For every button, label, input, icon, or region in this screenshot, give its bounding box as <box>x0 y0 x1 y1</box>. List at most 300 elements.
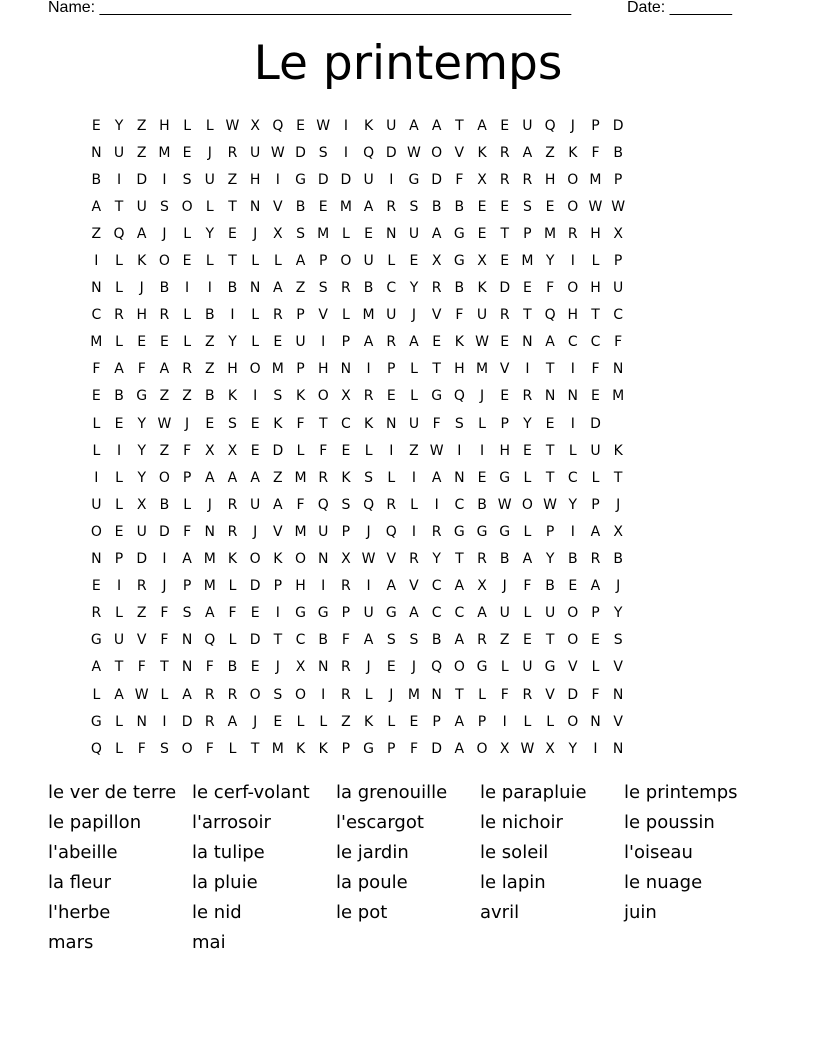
grid-letter: C <box>295 632 306 649</box>
grid-letter: A <box>363 632 374 649</box>
grid-letter: T <box>545 442 555 459</box>
grid-letter: T <box>545 361 555 378</box>
word-list-item: le parapluie <box>480 782 587 803</box>
grid-row <box>85 735 745 762</box>
grid-letter: S <box>159 198 169 215</box>
grid-letter: F <box>500 686 509 703</box>
grid-letter: O <box>340 253 352 270</box>
grid-letter: W <box>134 686 149 703</box>
grid-letter: I <box>321 578 326 595</box>
grid-letter: I <box>570 415 575 432</box>
grid-letter: C <box>386 280 397 297</box>
grid-letter: U <box>499 605 510 622</box>
word-list-item: l'oiseau <box>624 842 693 863</box>
grid-letter: Z <box>204 361 215 378</box>
grid-letter: R <box>499 144 510 161</box>
grid-letter: W <box>361 551 376 568</box>
grid-letter: W <box>429 442 444 459</box>
grid-letter: M <box>317 225 330 242</box>
grid-letter: O <box>90 523 102 540</box>
grid-letter: M <box>475 361 489 378</box>
grid-letter: S <box>159 740 169 757</box>
grid-letter: L <box>500 659 509 676</box>
grid-letter: N <box>204 523 216 540</box>
grid-letter: U <box>363 253 374 270</box>
grid-letter: A <box>204 605 215 622</box>
grid-letter: P <box>477 713 487 730</box>
word-list-item: le papillon <box>48 812 142 833</box>
grid-letter: A <box>91 659 102 676</box>
grid-letter: Q <box>113 225 125 242</box>
grid-letter: U <box>522 659 533 676</box>
grid-letter: O <box>249 686 261 703</box>
grid-letter: T <box>455 686 464 703</box>
grid-letter: N <box>317 551 329 568</box>
grid-letter: U <box>613 280 624 297</box>
grid-letter: A <box>431 469 442 486</box>
grid-letter: M <box>271 740 284 757</box>
grid-letter: D <box>136 551 148 568</box>
grid-letter: X <box>295 659 306 676</box>
grid-letter: T <box>228 198 237 215</box>
grid-letter: G <box>295 171 306 188</box>
grid-letter: V <box>613 659 623 676</box>
grid-letter: F <box>205 659 214 676</box>
grid-letter: U <box>295 334 306 351</box>
grid-letter: U <box>363 171 374 188</box>
grid-letter: F <box>228 605 237 622</box>
grid-letter: L <box>115 605 123 622</box>
grid-letter: S <box>409 198 419 215</box>
grid-letter: N <box>522 334 533 351</box>
grid-letter: E <box>273 334 283 351</box>
grid-letter: U <box>386 117 397 134</box>
grid-letter: I <box>230 307 235 324</box>
grid-letter: W <box>475 334 489 351</box>
grid-letter: U <box>204 171 215 188</box>
word-list-item: le ver de terre <box>48 782 177 803</box>
grid-letter: A <box>409 605 419 622</box>
word-list-item: juin <box>624 902 657 923</box>
grid-letter: B <box>91 171 102 188</box>
grid-letter: A <box>522 551 533 568</box>
grid-letter: T <box>500 225 509 242</box>
grid-letter: R <box>431 523 442 540</box>
grid-letter: L <box>591 253 600 270</box>
grid-letter: U <box>386 307 397 324</box>
grid-letter: W <box>543 496 558 513</box>
grid-letter: B <box>613 551 623 568</box>
grid-letter: A <box>545 334 555 351</box>
grid-letter: W <box>497 496 512 513</box>
grid-letter: V <box>545 686 555 703</box>
grid-letter: L <box>92 686 101 703</box>
grid-letter: F <box>409 740 418 757</box>
grid-letter: O <box>249 361 261 378</box>
grid-letter: L <box>183 117 191 134</box>
grid-letter: W <box>270 144 285 161</box>
grid-letter: P <box>591 496 600 513</box>
grid-letter: A <box>273 280 283 297</box>
grid-letter: Z <box>227 171 238 188</box>
grid-letter: B <box>295 198 306 215</box>
word-list-item: la grenouille <box>336 782 448 803</box>
grid-letter: B <box>477 496 487 513</box>
grid-letter: D <box>340 171 352 188</box>
grid-letter: B <box>227 280 238 297</box>
grid-letter: T <box>613 469 623 486</box>
grid-letter: J <box>207 496 212 513</box>
grid-letter: G <box>431 388 443 405</box>
grid-letter: K <box>273 415 283 432</box>
grid-letter: F <box>296 415 305 432</box>
grid-letter: I <box>162 713 167 730</box>
grid-letter: N <box>431 686 442 703</box>
grid-letter: N <box>317 659 329 676</box>
grid-letter: P <box>613 253 623 270</box>
grid-letter: R <box>204 686 215 703</box>
grid-letter: Y <box>568 496 578 513</box>
word-list-item: le poussin <box>624 812 715 833</box>
grid-letter: T <box>432 361 441 378</box>
grid-letter: C <box>567 469 578 486</box>
grid-letter: O <box>567 198 579 215</box>
grid-letter: P <box>114 551 124 568</box>
grid-letter: R <box>386 496 397 513</box>
word-list-item: la poule <box>336 872 408 893</box>
grid-letter: A <box>91 198 102 215</box>
grid-letter: K <box>273 551 283 568</box>
grid-letter: P <box>296 361 305 378</box>
grid-letter: P <box>613 171 623 188</box>
grid-letter: E <box>250 442 260 459</box>
grid-letter: B <box>431 632 442 649</box>
grid-letter: E <box>182 144 192 161</box>
grid-letter: A <box>454 578 465 595</box>
grid-letter: Q <box>363 144 375 161</box>
grid-letter: R <box>318 469 329 486</box>
grid-letter: M <box>544 225 557 242</box>
word-list-item: l'abeille <box>48 842 118 863</box>
grid-letter: Y <box>114 117 124 134</box>
grid-letter: T <box>545 632 555 649</box>
grid-letter: I <box>366 361 371 378</box>
grid-letter: B <box>567 551 578 568</box>
grid-row <box>85 654 745 681</box>
grid-letter: B <box>159 280 170 297</box>
grid-row <box>85 600 745 627</box>
grid-letter: C <box>431 578 442 595</box>
grid-letter: O <box>567 713 579 730</box>
page-title: Le printemps <box>253 36 563 91</box>
word-list-item: le printemps <box>624 782 738 803</box>
grid-letter: E <box>386 388 396 405</box>
grid-letter: I <box>162 551 167 568</box>
grid-letter: I <box>321 334 326 351</box>
word-list-item: le lapin <box>480 872 546 893</box>
grid-letter: X <box>273 225 283 242</box>
grid-letter: A <box>136 225 147 242</box>
grid-letter: G <box>317 605 329 622</box>
grid-letter: O <box>431 144 443 161</box>
grid-letter: F <box>614 334 623 351</box>
grid-letter: A <box>477 605 487 622</box>
grid-letter: F <box>455 171 464 188</box>
grid-letter: P <box>341 523 351 540</box>
grid-letter: W <box>407 144 421 161</box>
grid-letter: T <box>114 659 124 676</box>
grid-letter: N <box>386 415 397 432</box>
grid-letter: V <box>386 551 397 568</box>
grid-letter: E <box>250 659 260 676</box>
grid-letter: R <box>522 686 533 703</box>
grid-letter: I <box>570 523 575 540</box>
grid-letter: P <box>523 225 532 242</box>
grid-letter: P <box>341 740 351 757</box>
grid-letter: M <box>203 551 216 568</box>
grid-letter: S <box>409 632 419 649</box>
word-list-item: le cerf-volant <box>192 782 310 803</box>
grid-letter: B <box>204 388 215 405</box>
grid-letter: G <box>499 523 511 540</box>
grid-row <box>85 220 745 247</box>
grid-letter: M <box>271 361 284 378</box>
grid-letter: Y <box>613 605 623 622</box>
grid-letter: Y <box>228 334 237 351</box>
grid-letter: V <box>273 198 283 215</box>
grid-letter: G <box>499 469 511 486</box>
grid-letter: U <box>136 523 147 540</box>
grid-letter: A <box>114 686 124 703</box>
grid-letter: E <box>91 117 101 134</box>
grid-letter: A <box>182 686 192 703</box>
grid-letter: N <box>590 713 601 730</box>
grid-letter: L <box>364 442 373 459</box>
grid-letter: L <box>296 713 305 730</box>
grid-letter: R <box>409 551 419 568</box>
grid-letter: C <box>91 307 102 324</box>
grid-row <box>85 383 745 410</box>
word-list-item: l'arrosoir <box>192 812 271 833</box>
grid-letter: B <box>431 198 442 215</box>
grid-letter: H <box>567 307 579 324</box>
grid-letter: A <box>273 496 283 513</box>
grid-letter: Z <box>341 713 351 730</box>
grid-letter: J <box>253 523 258 540</box>
grid-letter: A <box>590 523 601 540</box>
grid-letter: A <box>250 469 260 486</box>
grid-letter: I <box>570 253 575 270</box>
grid-row <box>85 410 745 437</box>
word-list-item: le soleil <box>480 842 549 863</box>
grid-letter: D <box>612 117 624 134</box>
grid-letter: L <box>183 334 191 351</box>
grid-letter: I <box>593 740 598 757</box>
grid-letter: R <box>431 280 442 297</box>
grid-letter: Z <box>409 442 419 459</box>
grid-letter: O <box>567 632 579 649</box>
grid-letter: J <box>366 523 371 540</box>
grid-letter: C <box>341 415 351 432</box>
grid-letter: L <box>92 442 101 459</box>
grid-letter: R <box>114 307 124 324</box>
grid-letter: Y <box>523 415 532 432</box>
grid-letter: Z <box>204 334 215 351</box>
grid-letter: N <box>91 280 102 297</box>
grid-letter: K <box>454 334 464 351</box>
grid-letter: G <box>136 388 148 405</box>
grid-letter: L <box>251 253 260 270</box>
grid-letter: Q <box>453 388 465 405</box>
grid-letter: X <box>431 253 442 270</box>
grid-letter: V <box>318 307 328 324</box>
grid-letter: P <box>182 578 192 595</box>
grid-letter: D <box>136 171 148 188</box>
grid-letter: X <box>477 171 487 188</box>
grid-letter: E <box>568 578 578 595</box>
word-search-grid <box>85 112 745 762</box>
grid-letter: R <box>227 523 238 540</box>
grid-letter: H <box>499 442 510 459</box>
grid-letter: A <box>409 117 419 134</box>
grid-letter: R <box>386 334 397 351</box>
grid-letter: Y <box>137 469 146 486</box>
grid-letter: F <box>160 605 169 622</box>
grid-letter: O <box>249 551 261 568</box>
grid-letter: O <box>453 659 465 676</box>
grid-letter: J <box>253 225 258 242</box>
grid-letter: D <box>567 686 579 703</box>
grid-letter: I <box>525 361 530 378</box>
grid-letter: S <box>296 225 305 242</box>
grid-row <box>85 464 745 491</box>
grid-letter: E <box>250 605 260 622</box>
grid-letter: D <box>317 171 329 188</box>
grid-letter: L <box>523 469 532 486</box>
grid-letter: T <box>250 740 260 757</box>
grid-letter: H <box>317 361 329 378</box>
grid-letter: E <box>91 578 101 595</box>
grid-letter: L <box>115 496 123 513</box>
grid-letter: C <box>454 605 465 622</box>
grid-letter: C <box>590 334 601 351</box>
grid-letter: Z <box>545 144 555 161</box>
grid-letter: S <box>273 388 283 405</box>
grid-letter: E <box>432 334 442 351</box>
grid-letter: P <box>341 605 351 622</box>
grid-letter: A <box>454 632 465 649</box>
grid-letter: U <box>136 198 147 215</box>
grid-letter: U <box>476 307 488 324</box>
grid-letter: R <box>227 144 238 161</box>
grid-letter: A <box>363 334 374 351</box>
grid-letter: A <box>454 713 465 730</box>
grid-letter: I <box>343 117 348 134</box>
grid-letter: J <box>366 659 371 676</box>
grid-letter: L <box>478 686 486 703</box>
grid-letter: Z <box>273 469 283 486</box>
grid-letter: C <box>613 307 624 324</box>
grid-letter: U <box>363 605 374 622</box>
grid-letter: R <box>227 496 238 513</box>
grid-letter: X <box>613 523 623 540</box>
grid-letter: Q <box>385 523 397 540</box>
grid-letter: P <box>341 334 351 351</box>
grid-letter: Z <box>159 442 170 459</box>
grid-row <box>85 681 745 708</box>
grid-letter: L <box>410 388 418 405</box>
grid-letter: A <box>386 578 397 595</box>
grid-letter: A <box>454 740 465 757</box>
grid-letter: R <box>590 551 601 568</box>
grid-letter: Y <box>545 551 555 568</box>
grid-letter: P <box>387 361 396 378</box>
grid-letter: Q <box>544 117 556 134</box>
grid-letter: U <box>522 117 533 134</box>
grid-letter: L <box>410 361 418 378</box>
grid-letter: L <box>115 334 123 351</box>
grid-letter: R <box>477 551 487 568</box>
grid-letter: F <box>183 523 192 540</box>
grid-letter: A <box>182 551 192 568</box>
grid-letter: K <box>613 442 623 459</box>
grid-letter: V <box>273 523 283 540</box>
grid-letter: U <box>113 632 125 649</box>
grid-letter: E <box>500 334 510 351</box>
grid-letter: X <box>204 442 215 459</box>
date-field-label: Date: _______ <box>627 0 732 16</box>
grid-letter: L <box>387 253 396 270</box>
grid-letter: X <box>341 551 351 568</box>
grid-letter: L <box>228 740 237 757</box>
grid-letter: D <box>249 632 261 649</box>
grid-letter: B <box>363 280 374 297</box>
grid-letter: E <box>500 388 510 405</box>
grid-letter: K <box>364 415 374 432</box>
grid-letter: L <box>183 307 191 324</box>
word-list-item: l'escargot <box>336 812 424 833</box>
grid-letter: I <box>411 469 417 486</box>
grid-letter: E <box>591 388 600 405</box>
grid-letter: F <box>455 307 464 324</box>
grid-letter: R <box>499 171 510 188</box>
grid-letter: A <box>114 361 124 378</box>
grid-letter: S <box>341 496 351 513</box>
word-list-item: le nichoir <box>480 812 563 833</box>
grid-letter: V <box>499 361 510 378</box>
grid-letter: O <box>181 198 193 215</box>
grid-letter: P <box>432 713 441 730</box>
grid-letter: C <box>567 334 578 351</box>
grid-letter: P <box>296 307 305 324</box>
grid-letter: N <box>181 659 193 676</box>
grid-letter: R <box>341 578 351 595</box>
grid-letter: E <box>386 659 396 676</box>
grid-letter: I <box>321 686 326 703</box>
grid-letter: E <box>522 632 532 649</box>
word-list-item: le nid <box>192 902 242 923</box>
grid-letter: J <box>162 225 167 242</box>
grid-letter: R <box>341 280 351 297</box>
grid-letter: D <box>431 740 443 757</box>
grid-letter: K <box>227 388 238 405</box>
grid-letter: I <box>94 469 99 486</box>
grid-letter: V <box>409 578 419 595</box>
grid-letter: U <box>318 523 329 540</box>
grid-letter: M <box>158 144 171 161</box>
grid-letter: L <box>160 686 169 703</box>
grid-letter: R <box>159 307 170 324</box>
